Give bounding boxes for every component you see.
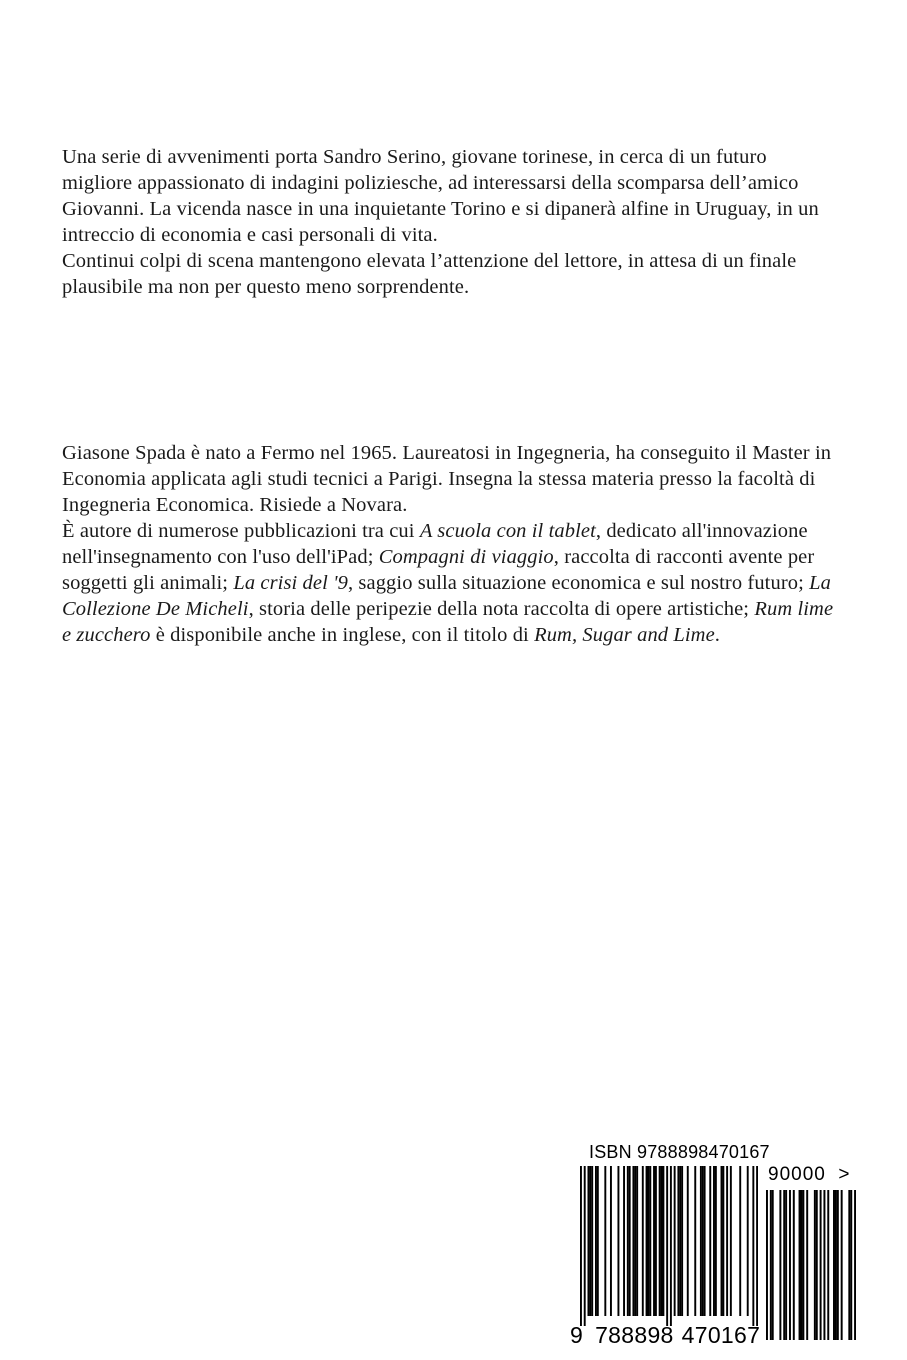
barcode-bar [709,1166,711,1316]
isbn-label: ISBN 9788898470167 [589,1142,770,1162]
barcode-bar [580,1166,582,1326]
barcode-bar [679,1166,681,1316]
book-title-2: Compagni di viaggio [378,546,554,568]
barcode-bar [595,1166,597,1316]
barcode-bar [700,1166,702,1316]
bio-text: , storia delle peripezie della nota raccolta di opere artistiche; [248,598,755,620]
back-cover-blurb [62,144,842,300]
barcode-bar [722,1166,724,1316]
addon-bar [848,1190,850,1340]
barcode-bar [704,1166,706,1316]
addon-bar [833,1190,835,1340]
barcode-bar [662,1166,664,1316]
barcode-bar [632,1166,634,1316]
barcode-digits [570,1322,760,1349]
addon-bar [850,1190,852,1340]
addon-barcode [766,1190,856,1340]
addon-bar [785,1190,787,1340]
barcode-bar [756,1166,758,1326]
addon-bar [802,1190,804,1340]
addon-bar [770,1190,772,1340]
addon-bar [820,1190,822,1340]
book-title-1: A scuola con il tablet [419,520,596,542]
barcode-bar [617,1166,619,1316]
addon-bar [772,1190,774,1340]
addon-bar [806,1190,808,1340]
barcode-digits-right: 470167 [681,1322,761,1348]
addon-bar [816,1190,818,1340]
barcode-bar [694,1166,696,1316]
barcode-bar [730,1166,732,1316]
barcode-bar [627,1166,629,1316]
addon-bar [814,1190,816,1340]
barcode-bar [666,1166,668,1326]
addon-bar [789,1190,791,1340]
barcode-bar [653,1166,655,1316]
barcode-bar [687,1166,689,1316]
addon-bar [779,1190,781,1340]
bio-text: , raccolta di racconti avente per soggetti gli animali; [62,546,815,594]
blurb-paragraph-1: Una serie di avvenimenti porta Sandro Serino, giovane torinese, in cerca di un futuro migliore appassionato di indagini poliziesche, ad interessarsi della scomparsa dell’amico Giovanni. La vicenda nasce in una inquietante Torino e si dipanerà alfine in Uruguay, in un intreccio di economia e casi personali di vita. [62,146,819,246]
barcode-bar [739,1166,741,1316]
barcode-bar [589,1166,591,1316]
barcode-bar [661,1166,663,1316]
barcode-bar [649,1166,651,1316]
bio-text: , saggio sulla situazione economica e sul nostro futuro; [347,572,810,594]
barcode-bar [646,1166,648,1316]
barcode-bar [629,1166,631,1316]
book-title-4: La Collezione De Micheli [62,572,831,620]
barcode-bar [604,1166,606,1316]
barcode-first-digit: 9 [570,1322,584,1348]
bio-text: è disponibile anche in inglese, con il titolo di [150,624,535,646]
barcode-bar [681,1166,683,1316]
bio-text: , dedicato all'innovazione nell'insegnamento con l'uso dell'iPad; [62,520,808,568]
barcode-bar [610,1166,612,1316]
barcode-bar [587,1166,589,1316]
bio-paragraph-2 [62,518,842,648]
ean13-barcode [580,1166,758,1326]
book-title-5: Rum lime e zucchero [62,598,834,646]
barcode-bar [726,1166,728,1316]
barcode-bar [677,1166,679,1316]
bio-text: . [714,624,721,646]
addon-arrow: > [838,1164,851,1185]
addon-bar [793,1190,795,1340]
addon-bar [783,1190,785,1340]
addon-bar [854,1190,856,1340]
book-title-3: La crisi del '9 [233,572,348,594]
barcode-bar [659,1166,661,1316]
barcode-bar [597,1166,599,1316]
author-bio [62,440,842,648]
barcode-bar [721,1166,723,1316]
addon-bar [800,1190,802,1340]
addon-bar [766,1190,768,1340]
addon-bar [835,1190,837,1340]
barcode-bar [634,1166,636,1316]
barcode-bar [713,1166,715,1316]
addon-digits: 90000 [768,1164,826,1185]
barcode-bar [623,1166,625,1316]
barcode-bar [702,1166,704,1316]
barcode-bar [636,1166,638,1316]
bio-text: È autore di numerose pubblicazioni tra cui [62,520,420,542]
barcode-bar [655,1166,657,1316]
barcode-bar [591,1166,593,1316]
barcode-bar [647,1166,649,1316]
barcode-bar [747,1166,749,1316]
addon-bar [827,1190,829,1340]
addon-bar [823,1190,825,1340]
barcode-addon [768,1164,851,1186]
book-title-6: Rum, Sugar and Lime [534,624,715,646]
barcode-bar [752,1166,754,1326]
bio-paragraph-1: Giasone Spada è nato a Fermo nel 1965. Laureatosi in Ingegneria, ha conseguito il Master in Economia applicata agli studi tecnici a Parigi. Insegna la stessa materia presso la facoltà di Ingegneria Economica. Risiede a Novara. [62,442,832,516]
barcode-bar [670,1166,672,1326]
barcode-bar [642,1166,644,1316]
barcode-bar [715,1166,717,1316]
addon-bar [837,1190,839,1340]
blurb-paragraph-2: Continui colpi di scena mantengono elevata l’attenzione del lettore, in attesa di un finale plausibile ma non per questo meno sorprendente. [62,250,797,298]
barcode-bar [584,1166,586,1326]
addon-bar [799,1190,801,1340]
barcode-digits-left: 788898 [595,1322,674,1348]
addon-bar [841,1190,843,1340]
barcode-bar [674,1166,676,1316]
